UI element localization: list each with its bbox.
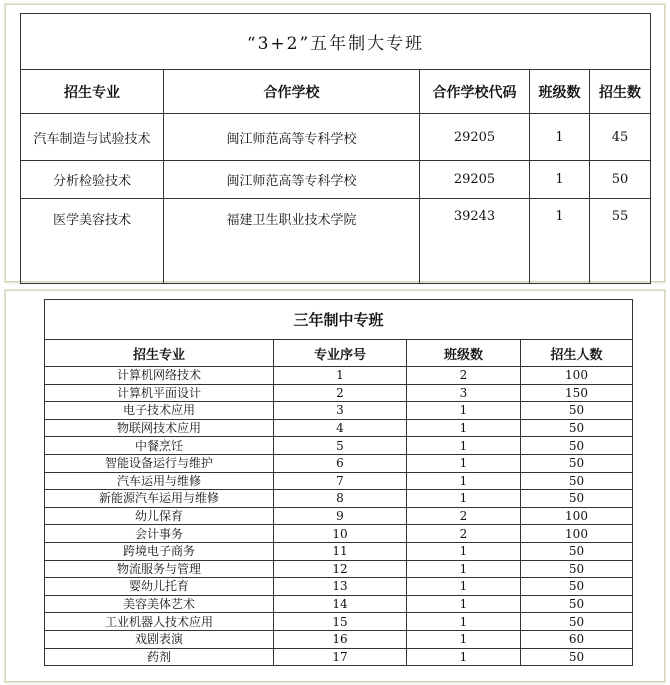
major-cell: 跨境电子商务 bbox=[45, 542, 274, 560]
header-major: 招生专业 bbox=[45, 340, 274, 367]
enrollment-cell: 50 bbox=[590, 161, 651, 199]
table-row bbox=[45, 419, 633, 437]
enrollment-cell: 60 bbox=[521, 630, 633, 648]
class-count-cell: 1 bbox=[407, 613, 521, 631]
class-count-cell: 2 bbox=[407, 507, 521, 525]
header-enrollment: 招生数 bbox=[590, 70, 651, 114]
code-cell: 29205 bbox=[420, 114, 530, 161]
table-row bbox=[21, 161, 651, 199]
table-row bbox=[21, 199, 651, 284]
enrollment-cell: 50 bbox=[521, 578, 633, 596]
enrollment-cell: 55 bbox=[590, 199, 651, 284]
class-count-cell: 3 bbox=[407, 384, 521, 402]
table-row bbox=[45, 595, 633, 613]
table-row bbox=[45, 525, 633, 543]
class-count-cell: 1 bbox=[407, 542, 521, 560]
header-major-number: 专业序号 bbox=[274, 340, 407, 367]
table-row bbox=[45, 542, 633, 560]
major-cell: 医学美容技术 bbox=[21, 199, 164, 284]
major-number-cell: 16 bbox=[274, 630, 407, 648]
table-row bbox=[45, 630, 633, 648]
major-cell: 药剂 bbox=[45, 648, 274, 666]
enrollment-cell: 50 bbox=[521, 648, 633, 666]
enrollment-cell: 50 bbox=[521, 560, 633, 578]
enrollment-cell: 100 bbox=[521, 507, 633, 525]
major-cell: 汽车制造与试验技术 bbox=[21, 114, 164, 161]
class-count-cell: 1 bbox=[407, 560, 521, 578]
table-row bbox=[45, 472, 633, 490]
enrollment-cell: 50 bbox=[521, 419, 633, 437]
major-cell: 电子技术应用 bbox=[45, 402, 274, 420]
enrollment-cell: 150 bbox=[521, 384, 633, 402]
enrollment-cell: 50 bbox=[521, 613, 633, 631]
major-cell: 分析检验技术 bbox=[21, 161, 164, 199]
five-year-program-table bbox=[20, 13, 651, 284]
major-number-cell: 11 bbox=[274, 542, 407, 560]
major-number-cell: 13 bbox=[274, 578, 407, 596]
table-row bbox=[45, 454, 633, 472]
school-cell: 闽江师范高等专科学校 bbox=[164, 114, 420, 161]
major-number-cell: 12 bbox=[274, 560, 407, 578]
code-cell: 29205 bbox=[420, 161, 530, 199]
header-major: 招生专业 bbox=[21, 70, 164, 114]
table-row bbox=[45, 507, 633, 525]
enrollment-cell: 100 bbox=[521, 525, 633, 543]
major-cell: 美容美体艺术 bbox=[45, 595, 274, 613]
major-number-cell: 14 bbox=[274, 595, 407, 613]
class-count-cell: 2 bbox=[407, 525, 521, 543]
major-cell: 计算机网络技术 bbox=[45, 367, 274, 385]
table-row bbox=[45, 613, 633, 631]
major-cell: 幼儿保育 bbox=[45, 507, 274, 525]
class-count-cell: 1 bbox=[407, 472, 521, 490]
class-count-cell: 1 bbox=[407, 402, 521, 420]
three-year-program-panel bbox=[5, 290, 665, 682]
class-count-cell: 2 bbox=[407, 367, 521, 385]
major-cell: 工业机器人技术应用 bbox=[45, 613, 274, 631]
major-number-cell: 8 bbox=[274, 490, 407, 508]
class-count-cell: 1 bbox=[407, 630, 521, 648]
class-count-cell: 1 bbox=[530, 161, 590, 199]
major-number-cell: 17 bbox=[274, 648, 407, 666]
enrollment-cell: 100 bbox=[521, 367, 633, 385]
class-count-cell: 1 bbox=[407, 595, 521, 613]
major-cell: 中餐烹饪 bbox=[45, 437, 274, 455]
enrollment-cell: 50 bbox=[521, 402, 633, 420]
school-cell: 闽江师范高等专科学校 bbox=[164, 161, 420, 199]
class-count-cell: 1 bbox=[407, 648, 521, 666]
table-row bbox=[45, 578, 633, 596]
enrollment-cell: 50 bbox=[521, 490, 633, 508]
header-class-count: 班级数 bbox=[407, 340, 521, 367]
table-row bbox=[45, 437, 633, 455]
major-number-cell: 10 bbox=[274, 525, 407, 543]
major-cell: 智能设备运行与维护 bbox=[45, 454, 274, 472]
table-row bbox=[21, 114, 651, 161]
table-row bbox=[45, 367, 633, 385]
major-cell: 物流服务与管理 bbox=[45, 560, 274, 578]
table-row bbox=[45, 490, 633, 508]
header-class-count: 班级数 bbox=[530, 70, 590, 114]
class-count-cell: 1 bbox=[407, 490, 521, 508]
major-number-cell: 7 bbox=[274, 472, 407, 490]
three-year-table-title: 三年制中专班 bbox=[45, 300, 633, 340]
major-cell: 会计事务 bbox=[45, 525, 274, 543]
header-enrollment: 招生人数 bbox=[521, 340, 633, 367]
class-count-cell: 1 bbox=[407, 419, 521, 437]
enrollment-cell: 50 bbox=[521, 595, 633, 613]
major-cell: 物联网技术应用 bbox=[45, 419, 274, 437]
table-row bbox=[45, 648, 633, 666]
enrollment-cell: 50 bbox=[521, 542, 633, 560]
enrollment-cell: 50 bbox=[521, 472, 633, 490]
code-cell: 39243 bbox=[420, 199, 530, 284]
enrollment-cell: 45 bbox=[590, 114, 651, 161]
five-year-header-row bbox=[21, 70, 651, 114]
class-count-cell: 1 bbox=[530, 199, 590, 284]
major-number-cell: 15 bbox=[274, 613, 407, 631]
table-row bbox=[45, 560, 633, 578]
major-cell: 汽车运用与维修 bbox=[45, 472, 274, 490]
major-number-cell: 5 bbox=[274, 437, 407, 455]
major-number-cell: 3 bbox=[274, 402, 407, 420]
enrollment-cell: 50 bbox=[521, 437, 633, 455]
five-year-table-title: “3+2”五年制大专班 bbox=[21, 14, 651, 70]
major-number-cell: 2 bbox=[274, 384, 407, 402]
major-number-cell: 1 bbox=[274, 367, 407, 385]
major-cell: 计算机平面设计 bbox=[45, 384, 274, 402]
major-cell: 戏剧表演 bbox=[45, 630, 274, 648]
table-row bbox=[45, 402, 633, 420]
major-cell: 婴幼儿托育 bbox=[45, 578, 274, 596]
enrollment-cell: 50 bbox=[521, 454, 633, 472]
class-count-cell: 1 bbox=[530, 114, 590, 161]
three-year-header-row bbox=[45, 340, 633, 367]
major-number-cell: 4 bbox=[274, 419, 407, 437]
table-row bbox=[45, 384, 633, 402]
header-partner-school: 合作学校 bbox=[164, 70, 420, 114]
major-number-cell: 9 bbox=[274, 507, 407, 525]
class-count-cell: 1 bbox=[407, 437, 521, 455]
five-year-program-panel bbox=[5, 4, 665, 282]
school-cell: 福建卫生职业技术学院 bbox=[164, 199, 420, 284]
three-year-program-table bbox=[44, 299, 633, 666]
major-number-cell: 6 bbox=[274, 454, 407, 472]
major-cell: 新能源汽车运用与维修 bbox=[45, 490, 274, 508]
header-school-code: 合作学校代码 bbox=[420, 70, 530, 114]
class-count-cell: 1 bbox=[407, 578, 521, 596]
class-count-cell: 1 bbox=[407, 454, 521, 472]
